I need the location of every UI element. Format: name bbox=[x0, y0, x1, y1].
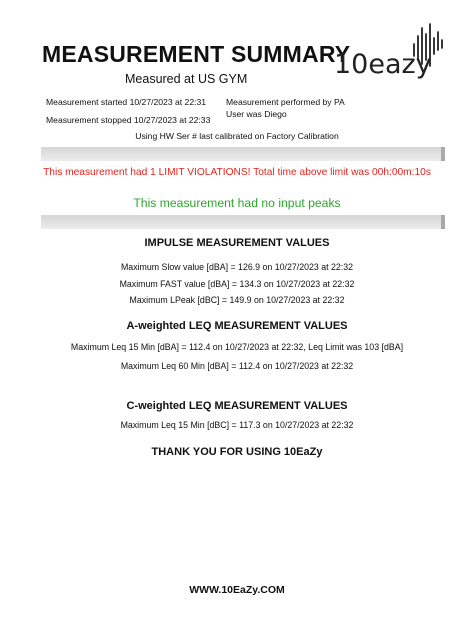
c-weighted-value: Maximum Leq 15 Min [dBC] = 117.3 on 10/27/2023 at 22:32 bbox=[120, 420, 354, 430]
performed-by: Measurement performed by PA bbox=[226, 97, 345, 107]
impulse-value: Maximum FAST value [dBA] = 134.3 on 10/27/2023 at 22:32 bbox=[119, 279, 355, 289]
user-name: User was Diego bbox=[226, 109, 287, 119]
impulse-heading: IMPULSE MEASUREMENT VALUES bbox=[144, 237, 330, 249]
divider-bar bbox=[41, 215, 445, 229]
c-weighted-heading: C-weighted LEQ MEASUREMENT VALUES bbox=[126, 400, 348, 412]
limit-violation-alert: This measurement had 1 LIMIT VIOLATIONS! Total time above limit was 00h:00m:10s bbox=[43, 167, 431, 178]
page-title: MEASUREMENT SUMMARY bbox=[42, 41, 351, 67]
divider-bar-end bbox=[441, 147, 445, 161]
brand-logo bbox=[334, 20, 446, 86]
a-weighted-heading: A-weighted LEQ MEASUREMENT VALUES bbox=[126, 320, 348, 332]
measurement-stop: Measurement stopped 10/27/2023 at 22:33 bbox=[46, 115, 211, 125]
input-peaks-status: This measurement had no input peaks bbox=[133, 196, 341, 210]
website-url: WWW.10EaZy.COM bbox=[189, 584, 285, 596]
page-subtitle: Measured at US GYM bbox=[125, 72, 248, 86]
impulse-value: Maximum LPeak [dBC] = 149.9 on 10/27/2023 at 22:32 bbox=[129, 295, 345, 305]
calibration-info: Using HW Ser # last calibrated on Factory Calibration bbox=[135, 131, 339, 141]
logo-graphic bbox=[334, 20, 446, 86]
divider-bar bbox=[41, 147, 445, 161]
logo-wordmark: 10eazy bbox=[334, 49, 432, 80]
impulse-value: Maximum Slow value [dBA] = 126.9 on 10/27/2023 at 22:32 bbox=[120, 262, 354, 272]
a-weighted-value: Maximum Leq 15 Min [dBA] = 112.4 on 10/27/2023 at 22:32, Leq Limit was 103 [dBA] bbox=[70, 342, 404, 352]
a-weighted-value: Maximum Leq 60 Min [dBA] = 112.4 on 10/27/2023 at 22:32 bbox=[120, 361, 354, 371]
thank-you-message: THANK YOU FOR USING 10EaZy bbox=[151, 446, 323, 458]
measurement-start: Measurement started 10/27/2023 at 22:31 bbox=[46, 97, 207, 107]
divider-bar-end bbox=[441, 215, 445, 229]
